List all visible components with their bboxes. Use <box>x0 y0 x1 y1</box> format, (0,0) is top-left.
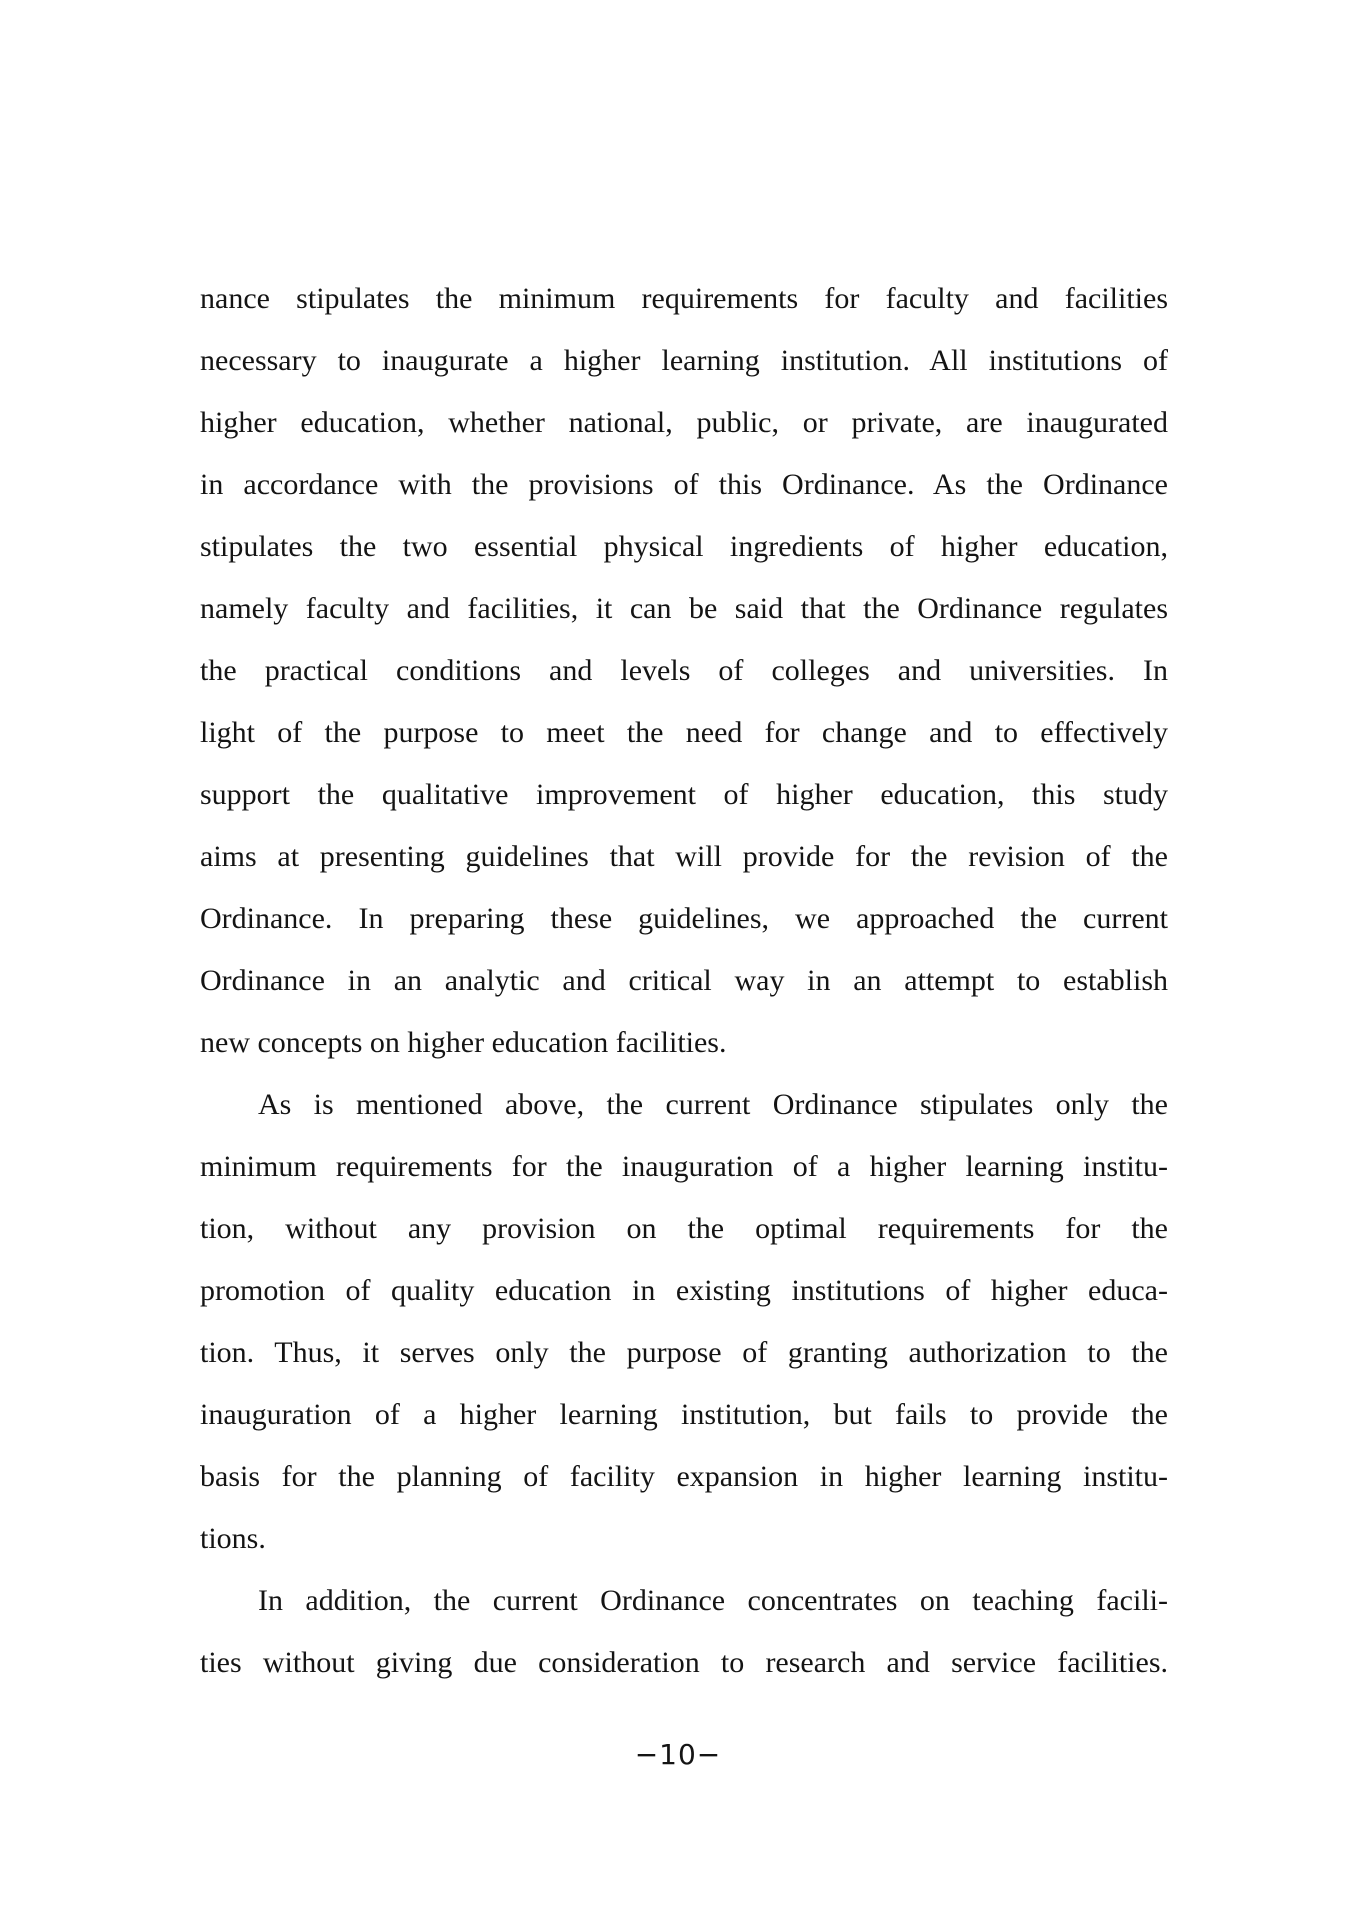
paragraph-1-line: necessary to inaugurate a higher learning institution. All institutions of <box>200 344 1168 377</box>
paragraph-1-line: in accordance with the provisions of this Ordinance. As the Ordinance <box>200 468 1168 501</box>
paragraph-3-line: ties without giving due consideration to research and service facilities. <box>200 1646 1168 1679</box>
paragraph-1-line: Ordinance in an analytic and critical way in an attempt to establish <box>200 964 1168 997</box>
paragraph-2-line: basis for the planning of facility expansion in higher learning institu- <box>200 1460 1168 1493</box>
paragraph-1-line: support the qualitative improvement of higher education, this study <box>200 778 1168 811</box>
paragraph-2-line: promotion of quality education in existing institutions of higher educa- <box>200 1274 1168 1307</box>
paragraph-1-line: higher education, whether national, public, or private, are inaugurated <box>200 406 1168 439</box>
paragraph-1-line: the practical conditions and levels of colleges and universities. In <box>200 654 1168 687</box>
paragraph-1-line: light of the purpose to meet the need for change and to effectively <box>200 716 1168 749</box>
page-number: −10− <box>634 1738 722 1771</box>
paragraph-1-line: Ordinance. In preparing these guidelines, we approached the current <box>200 902 1168 935</box>
paragraph-2-line: As is mentioned above, the current Ordinance stipulates only the <box>258 1088 1168 1121</box>
paragraph-2-line: inauguration of a higher learning institution, but fails to provide the <box>200 1398 1168 1431</box>
body-text <box>200 268 1168 1694</box>
paragraph-2-line: tion, without any provision on the optimal requirements for the <box>200 1212 1168 1245</box>
paragraph-1-line: aims at presenting guidelines that will provide for the revision of the <box>200 840 1168 873</box>
paragraph-1-line: nance stipulates the minimum requirements for faculty and facilities <box>200 282 1168 315</box>
paragraph-3-line: In addition, the current Ordinance concentrates on teaching facili- <box>258 1584 1168 1617</box>
paragraph-1-line: namely faculty and facilities, it can be said that the Ordinance regulates <box>200 592 1168 625</box>
paragraph-1-line: new concepts on higher education facilities. <box>200 1026 727 1059</box>
paragraph-1-line: stipulates the two essential physical ingredients of higher education, <box>200 530 1168 563</box>
paragraph-2-line: tions. <box>200 1522 266 1555</box>
paragraph-2-line: tion. Thus, it serves only the purpose of granting authorization to the <box>200 1336 1168 1369</box>
paragraph-2-line: minimum requirements for the inauguration of a higher learning institu- <box>200 1150 1168 1183</box>
